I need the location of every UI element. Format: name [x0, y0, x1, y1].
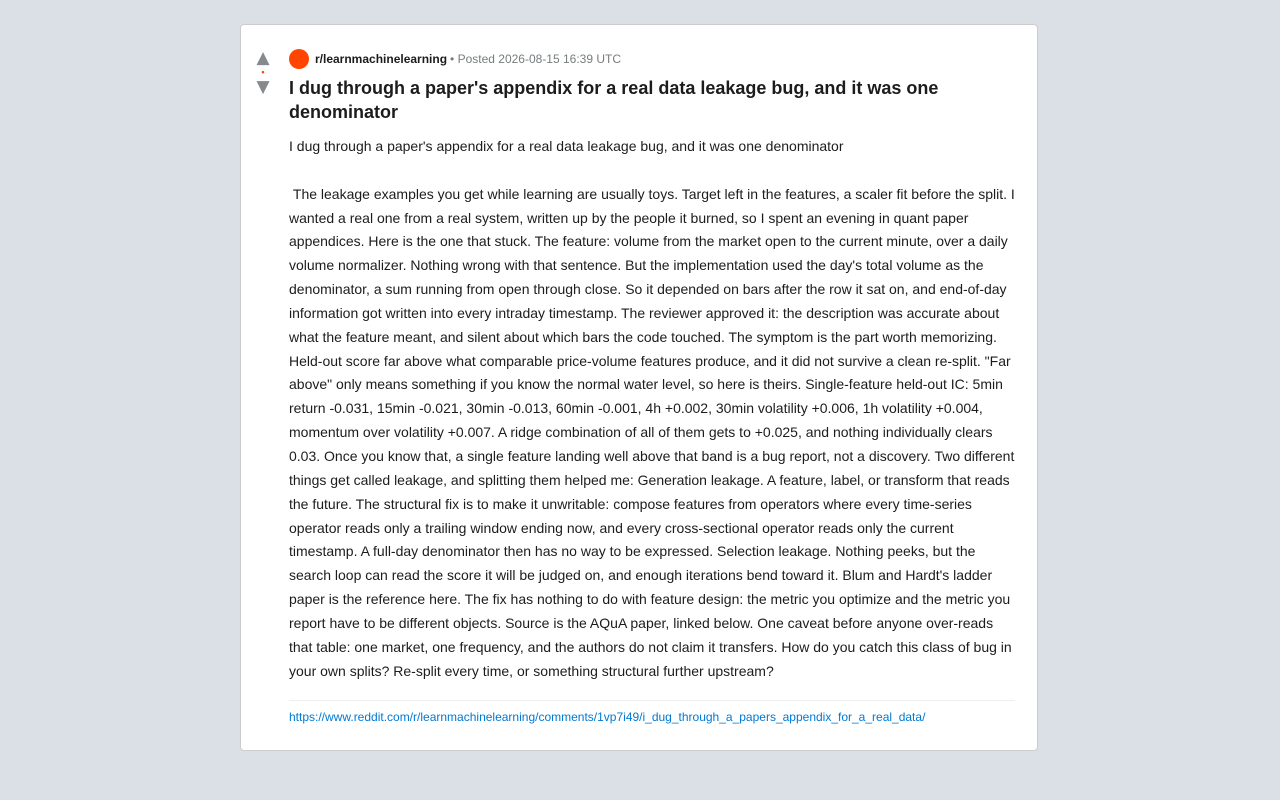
- subreddit-icon[interactable]: [289, 49, 309, 69]
- post-body: I dug through a paper's appendix for a real data leakage bug, and it was one denominator The leakage examples you get while learning are usually toys. Target left in the features, a scaler fit before the split. I wanted a real one from a real system, written up by the people it burned, so I spent an evening in quant paper appendices. Here is the one that stuck. The feature: volume from the market open to the current minute, over a daily volume normalizer. Nothing wrong with that sentence. But the implementation used the day's total volume as the denominator, a sum running from open through close. So it depended on bars after the row it sat on, and end-of-day information got written into every intraday timestamp. The reviewer approved it: the description was accurate about what the feature meant, and silent about which bars the code touched. The symptom is the part worth memorizing. Held-out score far above what comparable price-volume features produce, and it did not survive a clean re-split. "Far above" only means something if you know the normal water level, so here is theirs. Single-feature held-out IC: 5min return -0.031, 15min -0.021, 30min -0.013, 60min -0.001, 4h +0.002, 30min volatility +0.006, 1h volatility +0.004, momentum over volatility +0.007. A ridge combination of all of them gets to +0.025, and nothing individually clears 0.03. Once you know that, a single feature landing well above that band is a bug report, not a discovery. Two different things get called leakage, and splitting them helped me: Generation leakage. A feature, label, or transform that reads the future. The structural fix is to make it unwritable: compose features from operators where every time-series operator reads only a trailing window ending now, and every cross-sectional operator reads only the current timestamp. A full-day denominator then has no way to be expressed. Selection leakage. Nothing peeks, but the search loop can read the score it will be judged on, and enough iterations bend toward it. Blum and Hardt's ladder paper is the reference here. The fix has nothing to do with feature design: the metric you optimize and the metric you report have to be different objects. Source is the AQuA paper, linked below. One caveat before anyone over-reads that table: one market, one frequency, and the authors do not claim it transfers. How do you catch this class of bug in your own splits? Re-split every time, or something structural further upstream?: [289, 138, 1015, 679]
- divider: [289, 700, 1015, 701]
- post-timestamp: • Posted 2026-08-15 16:39 UTC: [450, 52, 622, 66]
- post-permalink[interactable]: https://www.reddit.com/r/learnmachinelearning/comments/1vp7i49/i_dug_through_a_papers_appendix_for_a_real_data/: [289, 710, 926, 725]
- post-meta: [289, 49, 1015, 69]
- subreddit-name[interactable]: r/learnmachinelearning: [315, 52, 448, 66]
- post-title[interactable]: I dug through a paper's appendix for a real data leakage bug, and it was one denominator: [289, 78, 939, 122]
- downvote-arrow-icon[interactable]: ▼: [256, 77, 270, 97]
- vote-score: •: [261, 67, 265, 77]
- vote-column: [241, 49, 285, 96]
- post-card: [240, 24, 1038, 751]
- upvote-arrow-icon[interactable]: ▲: [256, 48, 270, 68]
- post-content: [289, 49, 1015, 724]
